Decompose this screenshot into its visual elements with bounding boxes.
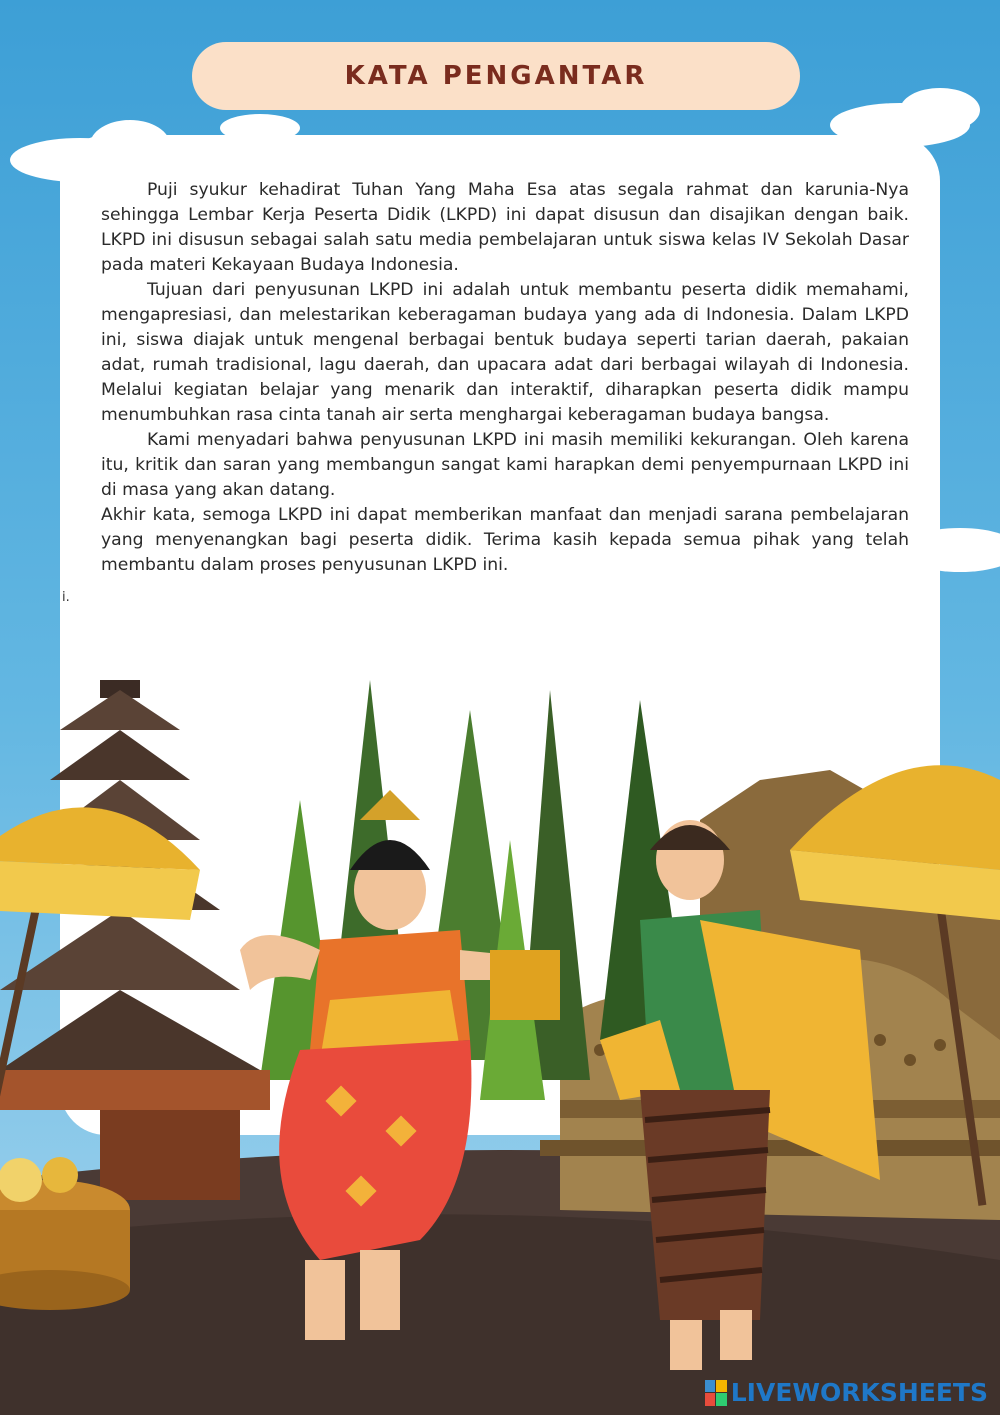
paragraph-3: Kami menyadari bahwa penyusunan LKPD ini masih memiliki kekurangan. Oleh karena itu, kritik dan saran yang membangun sangat kami harapkan demi penyempurnaan LKPD ini di masa yang akan datang. — [101, 430, 909, 500]
liveworksheets-logo-icon — [705, 1380, 727, 1406]
title-banner — [192, 42, 800, 110]
cultural-illustration — [0, 620, 1000, 1415]
paragraph-4: Akhir kata, semoga LKPD ini dapat memberikan manfaat dan menjadi sarana pembelajaran yang menyenangkan bagi peserta didik. Terima kasih kepada semua pihak yang telah membantu dalam proses penyusunan LKPD ini. — [101, 505, 909, 575]
paragraph-1: Puji syukur kehadirat Tuhan Yang Maha Esa atas segala rahmat dan karunia-Nya sehingga Lembar Kerja Peserta Didik (LKPD) ini dapat disusun dan disajikan dengan baik. LKPD ini disusun sebagai salah satu media pembelajaran untuk siswa kelas IV Sekolah Dasar pada materi Kekayaan Budaya Indonesia. — [101, 180, 909, 275]
liveworksheets-watermark — [705, 1378, 988, 1407]
pagoda-temple-icon — [0, 680, 270, 1200]
page-marker: i. — [62, 590, 70, 605]
page-title: KATA PENGANTAR — [344, 61, 648, 91]
watermark-text: LIVEWORKSHEETS — [730, 1378, 988, 1407]
paragraph-2: Tujuan dari penyusunan LKPD ini adalah untuk membantu peserta didik memahami, mengapresiasi, dan melestarikan keberagaman budaya yang ada di Indonesia. Dalam LKPD ini, siswa diajak untuk mengenal berbagai bentuk budaya seperti tarian daerah, pakaian adat, rumah tradisional, lagu daerah, dan upacara adat dari berbagai wilayah di Indonesia. Melalui kegiatan belajar yang menarik dan interaktif, diharapkan peserta didik mampu menumbuhkan rasa cinta tanah air serta menghargai keberagaman budaya bangsa. — [101, 280, 909, 425]
body-text — [101, 178, 909, 578]
